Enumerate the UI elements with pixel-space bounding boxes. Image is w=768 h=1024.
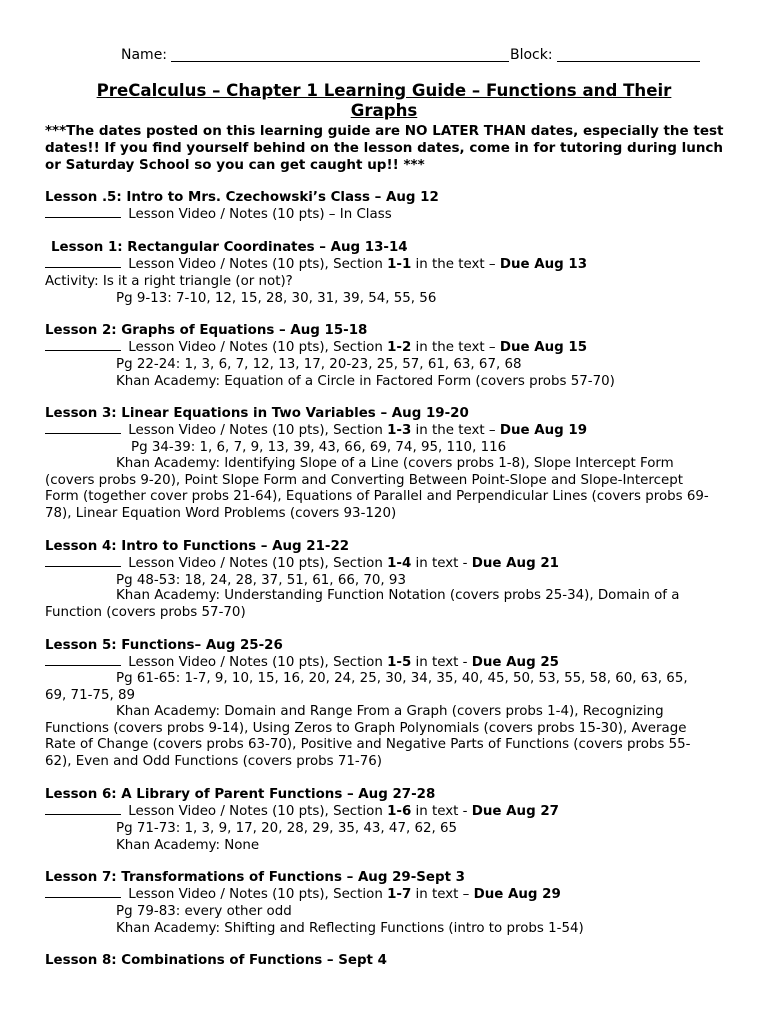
due-date: Due Aug 27	[471, 804, 559, 819]
lesson-7-problems: Pg 79-83: every other odd	[116, 904, 292, 919]
checkoff-blank[interactable]	[45, 654, 121, 666]
lesson-7-heading: Lesson 7: Transformations of Functions – Aug 29-Sept 3	[45, 870, 465, 885]
checkoff-blank[interactable]	[45, 555, 121, 567]
lesson-4-heading: Lesson 4: Intro to Functions – Aug 21-22	[45, 539, 350, 554]
lesson-2-problems: Pg 22-24: 1, 3, 6, 7, 12, 13, 17, 20-23, 25, 57, 61, 63, 67, 68	[116, 357, 522, 372]
lesson-4-khan: Khan Academy: Understanding Function Notation (covers probs 25-34), Domain of a Function (covers probs 57-70)	[45, 588, 680, 620]
lesson-2-task: Lesson Video / Notes (10 pts), Section 1-2 in the text – Due Aug 15	[45, 339, 587, 356]
lesson-5-task: Lesson Video / Notes (10 pts), Section 1-5 in text - Due Aug 25	[45, 654, 559, 671]
lesson-5-problems: Pg 61-65: 1-7, 9, 10, 15, 16, 20, 24, 25, 30, 34, 35, 40, 45, 50, 53, 55, 58, 60, 63, 65, 69, 71-75, 89	[45, 671, 688, 703]
lesson-6-problems: Pg 71-73: 1, 3, 9, 17, 20, 28, 29, 35, 43, 47, 62, 65	[116, 821, 458, 836]
lesson-6-heading: Lesson 6: A Library of Parent Functions – Aug 27-28	[45, 787, 436, 802]
student-header	[0, 46, 768, 66]
checkoff-blank[interactable]	[45, 803, 121, 815]
checkoff-blank[interactable]	[45, 422, 121, 434]
lesson-3-problems: Pg 34-39: 1, 6, 7, 9, 13, 39, 43, 66, 69, 74, 95, 110, 116	[131, 440, 507, 455]
checkoff-blank[interactable]	[45, 339, 121, 351]
name-blank-line[interactable]	[171, 61, 509, 62]
due-date: Due Aug 15	[499, 340, 588, 355]
lesson-7-task: Lesson Video / Notes (10 pts), Section 1-7 in text – Due Aug 29	[45, 886, 561, 903]
lesson-5-khan: Khan Academy: Domain and Range From a Graph (covers probs 1-4), Recognizing Functions (covers probs 9-14), Using Zeros to Graph Polynomials (covers probs 15-30), Average Rate of Change (covers probs 63-70), Positive and Negative Parts of Functions (covers probs 55-62), Even and Odd Functions (covers probs 71-76)	[45, 704, 691, 769]
lesson-5-heading: Lesson 5: Functions– Aug 25-26	[45, 638, 283, 653]
checkoff-blank[interactable]	[45, 256, 121, 268]
checkoff-blank[interactable]	[45, 206, 121, 218]
lesson-8-heading: Lesson 8: Combinations of Functions – Sept 4	[45, 953, 387, 968]
lesson-1-task: Lesson Video / Notes (10 pts), Section 1-1 in the text – Due Aug 13	[45, 256, 587, 273]
lesson-3-khan: Khan Academy: Identifying Slope of a Line (covers probs 1-8), Slope Intercept Form (covers probs 9-20), Point Slope Form and Converting Between Point-Slope and Slope-Intercept Form (together cover probs 21-64), Equations of Parallel and Perpendicular Lines (covers probs 69-78), Linear Equation Word Problems (covers 93-120)	[45, 456, 709, 521]
lesson-3-heading: Lesson 3: Linear Equations in Two Variables – Aug 19-20	[45, 406, 469, 421]
lesson-2-khan: Khan Academy: Equation of a Circle in Factored Form (covers probs 57-70)	[116, 374, 615, 389]
lesson-1-heading: Lesson 1: Rectangular Coordinates – Aug 13-14	[51, 240, 408, 255]
lesson-6-khan: Khan Academy: None	[116, 838, 260, 853]
lesson-1-activity: Activity: Is it a right triangle (or not)?	[45, 274, 293, 289]
due-date: Due Aug 19	[499, 423, 588, 438]
lesson-6-task: Lesson Video / Notes (10 pts), Section 1-6 in text - Due Aug 27	[45, 803, 559, 820]
lesson-4-problems: Pg 48-53: 18, 24, 28, 37, 51, 61, 66, 70, 93	[116, 573, 406, 588]
due-date: Due Aug 13	[499, 257, 588, 272]
lesson-2-heading: Lesson 2: Graphs of Equations – Aug 15-18	[45, 323, 368, 338]
block-label: Block:	[510, 47, 553, 63]
checkoff-blank[interactable]	[45, 886, 121, 898]
page-title: PreCalculus – Chapter 1 Learning Guide – Functions and Their Graphs	[96, 81, 672, 120]
due-date: Due Aug 25	[471, 655, 559, 670]
lesson-3-task: Lesson Video / Notes (10 pts), Section 1-3 in the text – Due Aug 19	[45, 422, 587, 439]
lesson-0-task: Lesson Video / Notes (10 pts) – In Class	[45, 206, 392, 223]
due-date-warning: ***The dates posted on this learning guide are NO LATER THAN dates, especially the test dates!! If you find yourself behind on the lesson dates, come in for tutoring during lunch or Saturday School so you can get caught up!! ***	[45, 123, 724, 173]
lesson-4-task: Lesson Video / Notes (10 pts), Section 1-4 in text - Due Aug 21	[45, 555, 559, 572]
lesson-1-problems: Pg 9-13: 7-10, 12, 15, 28, 30, 31, 39, 54, 55, 56	[116, 291, 437, 306]
due-date: Due Aug 29	[473, 887, 561, 902]
due-date: Due Aug 21	[471, 556, 559, 571]
lesson-7-khan: Khan Academy: Shifting and Reflecting Functions (intro to probs 1-54)	[116, 921, 584, 936]
block-blank-line[interactable]	[557, 61, 700, 62]
lesson-0-heading: Lesson .5: Intro to Mrs. Czechowski’s Class – Aug 12	[45, 190, 439, 205]
name-label: Name:	[121, 47, 168, 63]
